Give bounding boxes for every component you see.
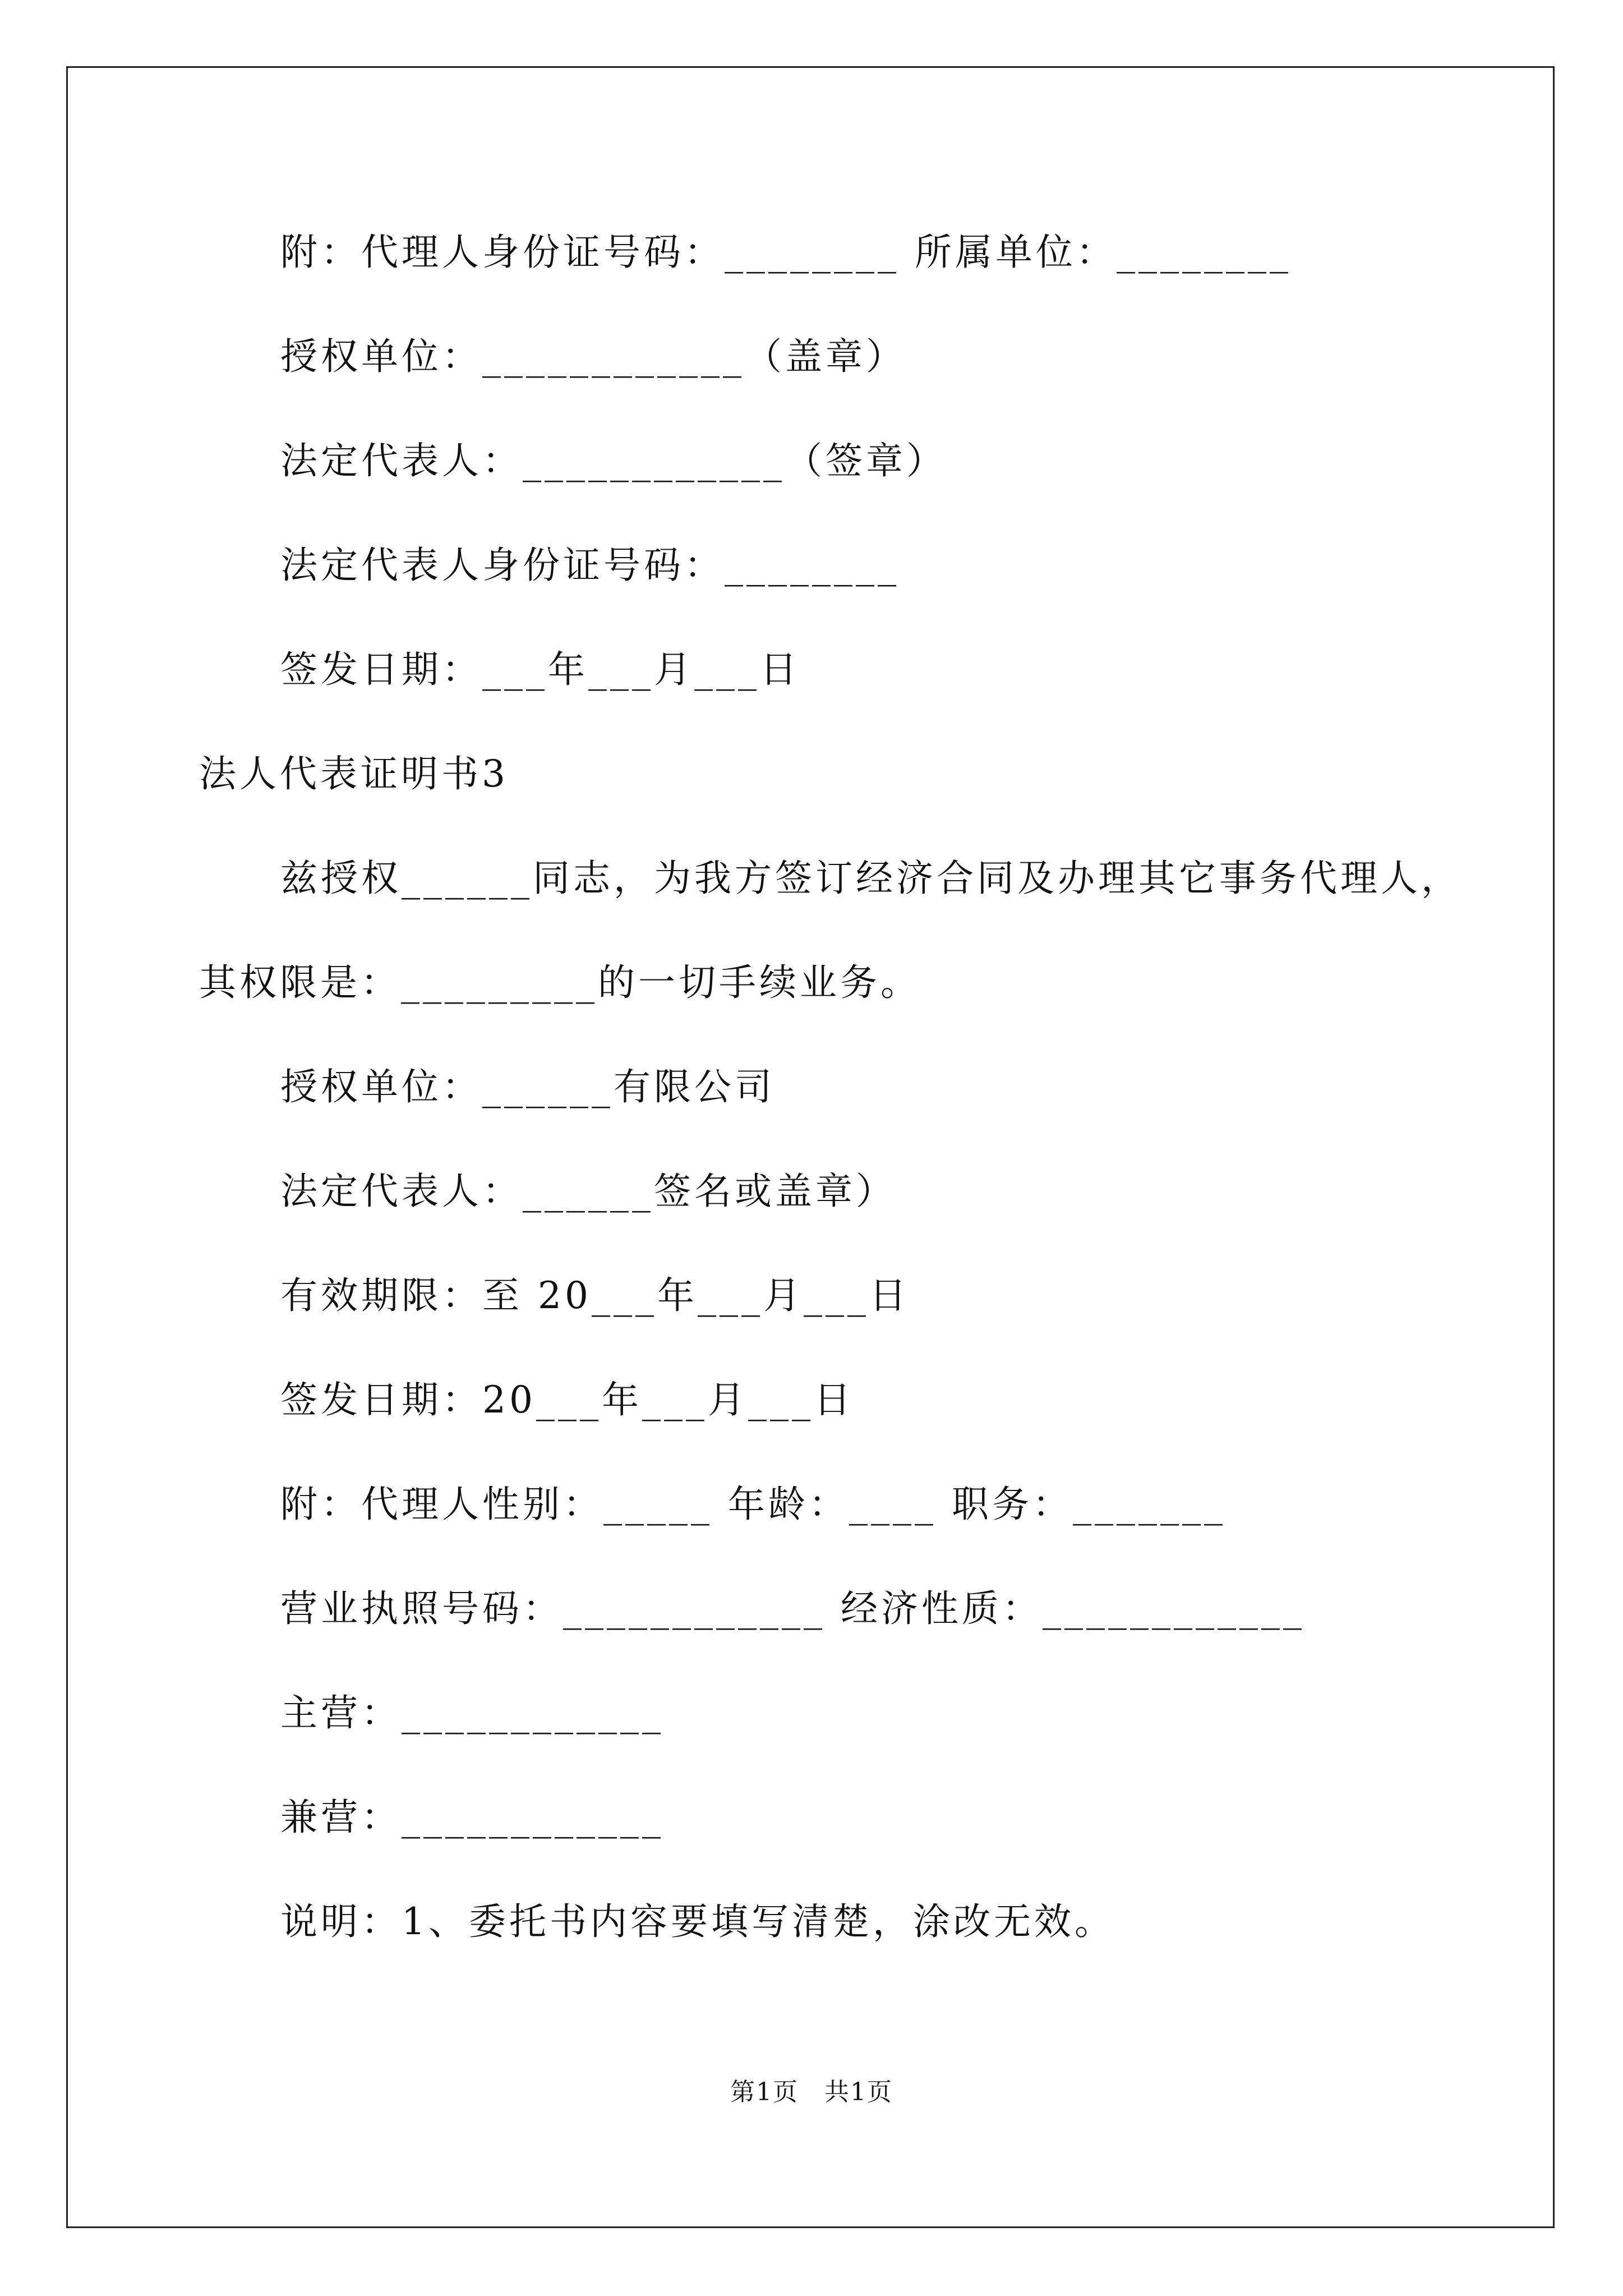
- text-line: 法定代表人：____________（签章）: [280, 439, 947, 482]
- text-line: 附：代理人身份证号码：________ 所属单位：________: [280, 231, 1292, 274]
- text-line: 说明：1、委托书内容要填写清楚，涂改无效。: [280, 1900, 1115, 1943]
- text-line: 兹授权______同志，为我方签订经济合同及办理其它事务代理人，: [280, 857, 1461, 900]
- page-footer: 第1页 共1页: [730, 2078, 893, 2106]
- text-line: 主营：____________: [280, 1691, 664, 1734]
- section-heading: 法人代表证明书3: [199, 752, 509, 795]
- text-line: 签发日期：20___年___月___日: [280, 1378, 854, 1421]
- text-line: 授权单位：____________（盖章）: [280, 335, 906, 378]
- text-line: 授权单位：______有限公司: [280, 1065, 775, 1108]
- text-line: 其权限是：_________的一切手续业务。: [199, 961, 921, 1004]
- text-line: 法定代表人身份证号码：________: [280, 544, 900, 587]
- text-line: 营业执照号码：____________ 经济性质：____________: [280, 1587, 1305, 1630]
- text-line: 附：代理人性别：_____ 年龄：____ 职务：_______: [280, 1483, 1226, 1526]
- text-line: 法定代表人：______签名或盖章）: [280, 1170, 896, 1213]
- text-line: 有效期限：至 20___年___月___日: [280, 1274, 910, 1317]
- text-line: 签发日期：___年___月___日: [280, 648, 800, 691]
- text-line: 兼营：____________: [280, 1796, 664, 1839]
